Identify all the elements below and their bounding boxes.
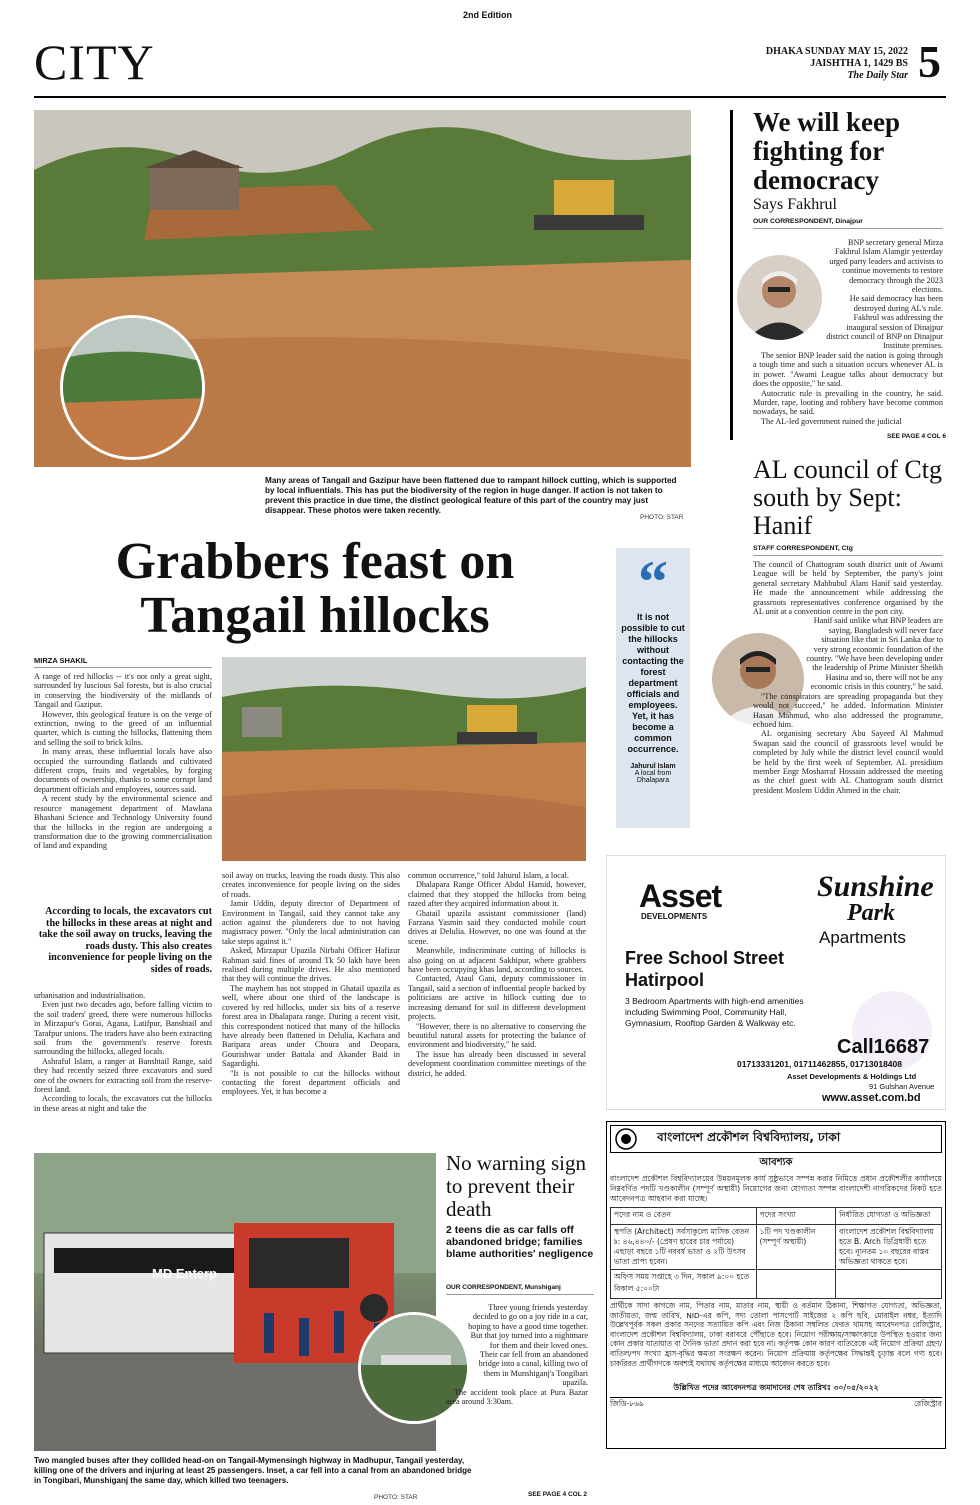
table-cell xyxy=(836,1270,942,1299)
call-number: Call16687 xyxy=(837,1036,930,1058)
edition-label: 2nd Edition xyxy=(463,10,512,20)
ad-address: 91 Gulshan Avenue xyxy=(869,1082,935,1091)
warning-byline: OUR CORRESPONDENT, Munshiganj xyxy=(446,1284,561,1291)
fakhrul-body xyxy=(753,238,943,428)
paragraph: Jamir Uddin, deputy director of Department of Environment in Tangail, said they cannot take any action against the plunderers due to not having magistracy power. "Only the local administration can take steps against it." xyxy=(222,899,400,946)
ad-web[interactable]: www.asset.com.bd xyxy=(822,1092,921,1104)
section-title: CITY xyxy=(34,34,155,90)
paragraph: Fakhrul was addressing the inaugural session of Dinajpur district council of BNP on Dinajpur Institute premises. xyxy=(826,313,943,351)
paper-name: The Daily Star xyxy=(847,70,908,81)
bengali-date: JAISHTHA 1, 1429 BS xyxy=(810,58,908,69)
table-header: পদের নাম ও বেতন xyxy=(611,1208,757,1225)
paragraph: The issue has already been discussed in several development coordination committee meetings of the district, he added. xyxy=(408,1049,586,1078)
warning-headline: No warning sign to prevent their death xyxy=(446,1151,586,1221)
warning-subhead: 2 teens die as car falls off abandoned bridge; families blame authorities' negligence xyxy=(446,1224,594,1260)
table-row xyxy=(611,1225,942,1270)
table-header: নির্ধারিত যোগ্যতা ও অভিজ্ঞতা xyxy=(836,1208,942,1225)
buet-footer xyxy=(610,1397,942,1411)
bus-livery-text: MD Enterp xyxy=(152,1266,217,1281)
table-row xyxy=(611,1270,942,1299)
paragraph: A recent study by the environmental science and resource management department of Mawlana Bhashani Science and Technology University found that the hillocks in the region are undergoing a transformation due to the growing commercialisation of land and expanding xyxy=(34,794,212,851)
paragraph: Hanif said unlike what BNP leaders are saying, Bangladesh will never face situation like that in Sri Lanka due to very strong economic foundation of the country. "We have been developing under the leadership of Prime Minister Sheikh Hasina and so, there will not be any economic crisis in this country," he said. xyxy=(806,616,943,692)
paragraph: "However, there is no alternative to conserving the beautiful natural assets for protecting the balance of environment and biodiversity," he said. xyxy=(408,1021,586,1050)
table-cell: স্থপতি (Architect) সর্বসাকুল্যে মাসিক বেতন ৳: ৪৬,৪৪০/- (প্রেষণ হারের চার পর্যায়ে) এছাড়া বছরে ১টি নববর্ষ ভাতা ও ২টি উৎসব ভাতা প্রাপ্য হবেন। xyxy=(611,1225,757,1270)
fakhrul-headline: We will keep fighting for democracy xyxy=(753,107,900,195)
warning-byline-rule xyxy=(446,1294,594,1295)
asset-logo-sub: DEVELOPMENTS xyxy=(641,912,708,921)
paragraph: Dhalapara Range Officer Abdul Hamid, however, claimed that they stopped the hillocks from being razed after they acquired information about it. xyxy=(408,880,586,909)
paragraph: "It is not possible to cut the hillocks without contacting the forest department officials and employees. Yet, it has become a xyxy=(222,1068,400,1097)
paragraph: Contacted, Ataul Gani, deputy commissioner in Tangail, said a section of influential people backed by politicians are active in hillock cutting due to increasing demand for soil in different development projects. xyxy=(408,974,586,1022)
buet-ad xyxy=(606,1121,946,1449)
paragraph: soil away on trucks, leaving the roads dusty. This also creates inconvenience for people living on the sides of roads. xyxy=(222,871,400,899)
paragraph: Their car fell from an abandoned bridge into a canal, killing two of them in Munshiganj's Tongibari upazila. xyxy=(478,1350,588,1388)
paragraph: A range of red hillocks -- it's not only a great sight, surrounded by luscious Sal forests, but is also crucial in conserving the biodiversity of the midlands of Tangail and Gazipur. xyxy=(34,672,212,710)
paragraph: "The conspirators are spreading propaganda but they would not succeed," he added. Information Minister Hasan Mahmud, who also addressed the programme, echoed him. xyxy=(753,691,943,729)
paragraph: According to locals, the excavators cut the hillocks in these areas at night and take the xyxy=(34,1094,212,1113)
paragraph: He said democracy has been destroyed during AL's rule. xyxy=(849,294,943,313)
quote-box xyxy=(616,548,690,828)
paragraph: AL organising secretary Abu Sayeed Al Mahmud Swapan said the council of grassroots level would be completed by July while the district level council would be held by the first week of September. AL presidium member Engr Mosharraf Hossain addressed the meeting as the chief guest with AL Chattogram south district president Moslem Uddin Ahmed in the chair. xyxy=(753,729,943,795)
paragraph: The senior BNP leader said the nation is going through a tough time and such a situation occurs whenever AL is in power. "Awami League talks about democracy but does the opposite," he said. xyxy=(753,350,943,389)
paragraph: Ghatail upazila assistant commissioner (land) Farzana Yasmin said they conducted mobile court drives at Delulia. However, no one was found at the scene. xyxy=(408,908,586,946)
quote-name: Jahurul Islam xyxy=(630,763,676,770)
ad-company: Asset Developments & Holdings Ltd xyxy=(787,1072,917,1081)
excavator-photo xyxy=(222,657,586,861)
brand-line3: Apartments xyxy=(819,928,906,947)
ad-details: 3 Bedroom Apartments with high-end amenities including Swimming Pool, Community Hall, Gymnasium, Rooftop Garden & Walkway etc. xyxy=(625,996,804,1028)
paragraph: urbanisation and industrialisation. xyxy=(34,991,146,1000)
buet-subtitle: আবশ্যক xyxy=(759,1157,793,1168)
main-col2 xyxy=(222,871,400,1131)
table-cell: ১টি পদ খণ্ডকালীন (সম্পূর্ণ অস্থায়ী) xyxy=(756,1225,835,1270)
paragraph: Asked, Mirzapur Upazila Nirbahi Officer Hafizur Rahman said fines of around Tk 50 lakh have been realised during multiple drives. He also mentioned that they will continue the drives. xyxy=(222,946,400,984)
buet-ref: জিডি-৮৬৯ xyxy=(610,1399,644,1408)
quote-text: It is not possible to cut the hillocks without contacting the forest department officials and employees. Yet, it has become a common occurrence. xyxy=(621,612,685,754)
warning-body xyxy=(446,1303,588,1483)
buet-body: প্রার্থীকে সাদা কাগজে নাম, পিতার নাম, মাতার নাম, স্থায়ী ও বর্তমান ঠিকানা, শিক্ষাগত যোগ্যতা, অভিজ্ঞতা, জাতীয়তা, জন্ম তারিখ, NID-এর কপি, সদ্য তোলা পাসপোর্ট সাইজের ২ কপি ছবি, মোবাইল নম্বর, ইত্যাদি উল্লেখপূর্বক সকল প্রকার সনদের সত্যায়িত কপি এবং নিজ ঠিকানা সম্বলিত ফেরত খামসহ আবেদনপত্র রেজিস্ট্রার, বাংলাদেশ প্রকৌশল বিশ্ববিদ্যালয়, ঢাকা বরাবরে পৌঁছাতে হবে। নিয়োগ পরীক্ষায়/সাক্ষাৎকারে উপস্থিত হওয়ার জন্য কোন প্রকার যাতায়াত বা দৈনিক ভাতা প্রদান করা হবে না। কর্তৃপক্ষ কোন কারণ ব্যতিরেকে এই নিয়োগ প্রক্রিয়া গ্রহণ/বাতিল/পদ সংখ্যা হ্রাস-বৃদ্ধির ক্ষমতা সংরক্ষণ করেন। নিয়োগ প্রক্রিয়ায় কর্তৃপক্ষের সিদ্ধান্তই চূড়ান্ত বলে গণ্য হবে। চাকরিরত প্রার্থীগণকে অবশ্যই যথাযথ কর্তৃপক্ষের মাধ্যমে আবেদন করতে হবে। xyxy=(610,1301,942,1368)
paragraph: In many areas, these influential locals have also occupied the surrounding flatlands and cultivated different crops, fruits and vegetables, by forging documents of ownership, thanks to some corrupt land department officials and employees, sources said. xyxy=(34,747,212,794)
paragraph: The council of Chattogram south district unit of Awami League will be held by September, the party's joint general secretary Mahbubul Alam Hanif said yesterday. He made the announcement while addressing the grassroots representatives conference organised by the AL unit at a convention centre in the port city. xyxy=(753,560,943,617)
quote-mark-icon: “ xyxy=(638,549,668,615)
pullquote: According to locals, the excavators cut the hillocks in these areas at night and take the soil away on trucks, leaving the roads dusty. This also creates inconvenience for people living on the sides of roads. xyxy=(38,906,212,975)
paragraph: Meanwhile, indiscriminate cutting of hillocks is also going on at adjacent Sakhipur, where grabbers have been occupying khas land, according to sources. xyxy=(408,946,586,975)
table-cell: অফিস সময় সপ্তাহে ৩ দিন, সকাল ৯:০০ হতে বিকাল ৫:০০টা xyxy=(611,1270,757,1299)
paragraph: Ashraful Islam, a ranger at Banshtail Range, said they had recently seized three excavators and sued one of the owners for extracting soil from the reserve-forest land. xyxy=(34,1056,212,1095)
fakhrul-byline: OUR CORRESPONDENT, Dinajpur xyxy=(753,218,863,225)
fakhrul-byline-rule xyxy=(753,228,943,229)
bus-photo-credit: PHOTO: STAR xyxy=(374,1494,418,1501)
fakhrul-jump[interactable]: SEE PAGE 4 COL 6 xyxy=(887,433,947,440)
buet-signer: রেজিস্ট্রার xyxy=(913,1399,942,1408)
bus-photo-caption: Two mangled buses after they collided head-on on Tangail-Mymensingh highway in Madhupur, Tangail yesterday, killing one of the drivers and injuring at least 25 passengers. Inset, a car fell into a canal from an abandoned bridge in Tongibari, Munshiganj the same day, which killed two teenagers. xyxy=(34,1456,472,1485)
hanif-body xyxy=(753,560,943,848)
hanif-byline: STAFF CORRESPONDENT, Ctg xyxy=(753,545,853,552)
paragraph: However, this geological feature is on the verge of extinction, owing to the greed of an influential quarter, which is cutting the hillocks, flattening them and selling the soil to brick kilns. xyxy=(34,709,212,747)
paragraph: BNP secretary general Mirza Fakhrul Islam Alamgir yesterday urged party leaders and activists to continue movements to restore democracy through the 2023 elections. xyxy=(829,238,943,295)
brand-line1: Sunshine xyxy=(817,870,934,903)
dateline: DHAKA SUNDAY MAY 15, 2022 xyxy=(765,46,908,57)
asset-ad[interactable] xyxy=(606,855,946,1110)
masthead-rule xyxy=(34,96,946,98)
quote-title: A local from Dhalapara xyxy=(634,770,672,784)
main-col3 xyxy=(408,871,586,1131)
main-col1b xyxy=(34,991,212,1131)
buet-header xyxy=(610,1125,942,1153)
brand-line2: Park xyxy=(847,900,895,926)
main-headline: Grabbers feast on Tangail hillocks xyxy=(115,533,515,644)
paragraph: Autocratic rule is prevailing in the country, he said. Murder, rape, looting and robbery have become common nowadays, he said. xyxy=(753,388,943,417)
paragraph: common occurrence," told Jahurul Islam, a local. xyxy=(408,871,569,880)
location-line2: Hatirpool xyxy=(625,970,704,990)
buet-table xyxy=(610,1207,942,1299)
inset-field-scene xyxy=(63,318,205,460)
fakhrul-subhead: Says Fakhrul xyxy=(753,196,837,213)
excavator-scene xyxy=(222,657,586,861)
asset-logo: Asset xyxy=(639,878,722,914)
buet-title: বাংলাদেশ প্রকৌশল বিশ্ববিদ্যালয়, ঢাকা xyxy=(657,1130,841,1144)
table-cell xyxy=(756,1270,835,1299)
buet-seal-icon xyxy=(615,1128,637,1150)
flower-graphic xyxy=(837,976,946,1086)
byline-rule xyxy=(34,667,212,668)
paragraph: The AL-led government ruined the judicial xyxy=(761,416,902,426)
right-column-rule xyxy=(730,110,733,440)
warning-jump[interactable]: SEE PAGE 4 COL 2 xyxy=(528,1491,588,1498)
paragraph: The accident took place at Pura Bazar area around 3:30am. xyxy=(446,1387,588,1407)
paragraph: The mayhem has not stopped in Ghatail upazila as well, where about one third of the landscape is covered by red hillocks, under six bits of a reserve forest area in Dhalapara range. During a recent visit, this correspondent noticed that many of the hillocks have already been flattened in Delulia, Kachara and Baripara areas under Choura and Deopara, Gourishwar under Battala and Akander Baid in Sagardighi. xyxy=(222,983,400,1069)
hanif-byline-rule xyxy=(753,555,943,556)
ad-phones: 01713331201, 01711462855, 01713018408 xyxy=(737,1059,902,1069)
table-cell: বাংলাদেশ প্রকৌশল বিশ্ববিদ্যালয় হতে B. Arch ডিগ্রিধারী হতে হবে। ন্যূনতম ১০ বছরের বাস্তব অভিজ্ঞতা থাকতে হবে। xyxy=(836,1225,942,1270)
location-line1: Free School Street xyxy=(625,948,785,968)
top-photo-credit: PHOTO: STAR xyxy=(640,514,684,521)
paragraph: Even just two decades ago, before falling victim to the soil traders' greed, there were numerous hillocks in Mirzapur's Gorai, Agana, Latifpur, Banshtail and Tarafpur unions. The traders have also been extracting soil from the government's reserve forests surrounding the hillocks, alleged locals. xyxy=(34,1000,212,1057)
inset-circle-photo xyxy=(60,315,205,460)
hanif-headline: AL council of Ctg south by Sept: Hanif xyxy=(753,455,942,540)
buet-intro: বাংলাদেশ প্রকৌশল বিশ্ববিদ্যালয়ের উন্নয়নমূলক কার্য সুষ্ঠুভাবে সম্পন্ন করার নিমিত্তে প্রধান প্রকৌশলীর কার্যালয়ে নিম্নবর্ণিত পদটি খণ্ডকালীন (সম্পূর্ণ অস্থায়ী) নিয়োগের জন্য যোগ্যতা সম্পন্ন বাংলাদেশী নাগরিকদের নিকট হতে আবেদনপত্র আহবান করা যাচ্ছে। xyxy=(610,1174,942,1203)
paragraph: Three young friends yesterday decided to go on a joy ride in a car, hoping to have a good time together. But that joy turned into a nightmare for them and their loved ones. xyxy=(468,1303,588,1350)
table-header-row xyxy=(611,1208,942,1225)
table-header: পদের সংখ্যা xyxy=(756,1208,835,1225)
page-number: 5 xyxy=(918,36,941,87)
buet-deadline: উল্লিখিত পদের আবেদনপত্র জমাদানের শেষ তারিখঃ ৩০/০৫/২০২২ xyxy=(673,1383,879,1392)
top-photo-caption: Many areas of Tangail and Gazipur have been flattened due to rampant hillock cutting, which is supported by local influentials. This has put the biodiversity of the region in huge danger. If action is not taken to prevent this practice in due time, the distinct geological feature of this part of the country may just disappear. These photos were taken recently. xyxy=(265,476,677,515)
main-byline: MIRZA SHAKIL xyxy=(34,656,88,665)
main-col1 xyxy=(34,672,212,898)
